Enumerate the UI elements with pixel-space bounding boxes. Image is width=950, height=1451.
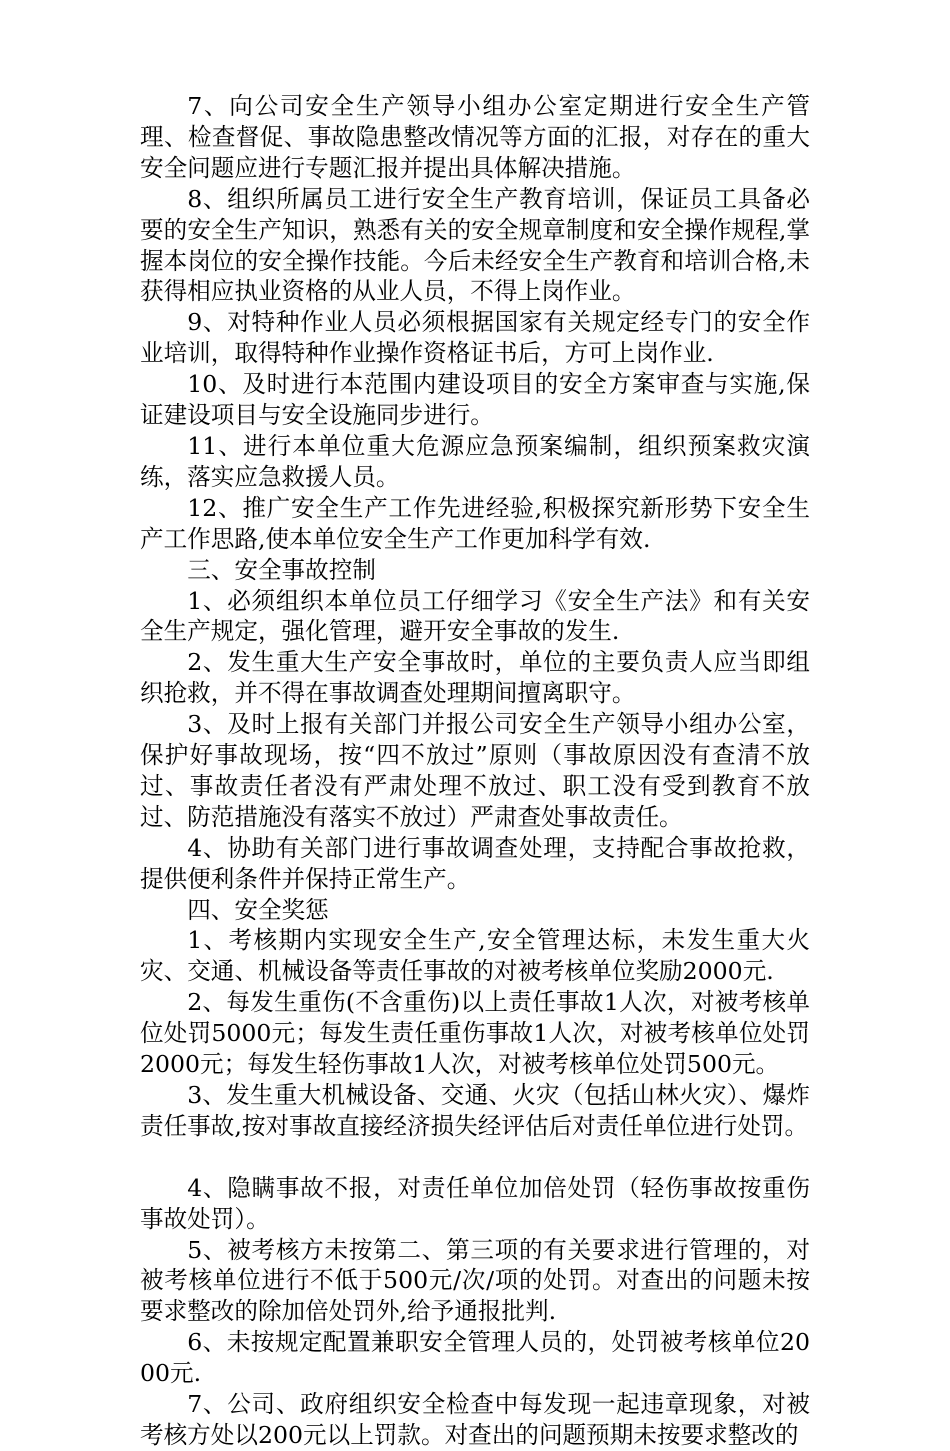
- paragraph-reward-1: 1、考核期内实现安全生产,安全管理达标，未发生重大火灾、交通、机械设备等责任事故的对被考核单位奖励2000元.: [140, 926, 810, 986]
- paragraph-item-10-project-review: 10、及时进行本范围内建设项目的安全方案审查与实施,保证建设项目与安全设施同步进行。: [140, 370, 810, 430]
- document-body: [140, 91, 810, 1451]
- paragraph-item-12-experience: 12、推广安全生产工作先进经验,积极探究新形势下安全生产工作思路,使本单位安全生产工作更加科学有效.: [140, 493, 810, 553]
- paragraph-item-9-special-operators: 9、对特种作业人员必须根据国家有关规定经专门的安全作业培训，取得特种作业操作资格证书后，方可上岗作业.: [140, 308, 810, 368]
- paragraph-control-1-study-law: 1、必须组织本单位员工仔细学习《安全生产法》和有关安全生产规定，强化管理，避开安全事故的发生.: [140, 586, 810, 646]
- blank-line: [140, 1142, 810, 1173]
- paragraph-penalty-2: 2、每发生重伤(不含重伤)以上责任事故1人次，对被考核单位处罚5000元；每发生责任重伤事故1人次，对被考核单位处罚2000元；每发生轻伤事故1人次，对被考核单位处罚500元。: [140, 988, 810, 1079]
- paragraph-penalty-4: 4、隐瞒事故不报，对责任单位加倍处罚（轻伤事故按重伤事故处罚）。: [140, 1173, 810, 1233]
- paragraph-penalty-5: 5、被考核方未按第二、第三项的有关要求进行管理的，对被考核单位进行不低于500元/次/项的处罚。对查出的问题未按要求整改的除加倍处罚外,给予通报批判.: [140, 1235, 810, 1326]
- paragraph-item-11-emergency-plan: 11、进行本单位重大危源应急预案编制，组织预案救灾演练，落实应急救援人员。: [140, 431, 810, 491]
- paragraph-control-2-rescue: 2、发生重大生产安全事故时，单位的主要负责人应当即组织抢救，并不得在事故调查处理期间擅离职守。: [140, 648, 810, 708]
- paragraph-penalty-7: 7、公司、政府组织安全检查中每发现一起违章现象，对被考核方处以200元以上罚款。对查出的问题预期未按要求整改的: [140, 1390, 810, 1449]
- section-heading-accident-control: 三、安全事故控制: [187, 555, 376, 584]
- paragraph-control-4-assist: 4、协助有关部门进行事故调查处理，支持配合事故抢救，提供便利条件并保持正常生产。: [140, 833, 810, 893]
- section-heading-rewards-penalties: 四、安全奖惩: [187, 895, 329, 924]
- paragraph-penalty-3: 3、发生重大机械设备、交通、火灾（包括山林火灾）、爆炸责任事故,按对事故直接经济损失经评估后对责任单位进行处罚。: [140, 1081, 810, 1140]
- paragraph-item-8-training: 8、组织所属员工进行安全生产教育培训，保证员工具备必要的安全生产知识，熟悉有关的安全规章制度和安全操作规程,掌握本岗位的安全操作技能。今后未经安全生产教育和培训合格,未获得相应执业资格的从业人员，不得上岗作业。: [140, 184, 810, 306]
- paragraph-control-3-report: 3、及时上报有关部门并报公司安全生产领导小组办公室，保护好事故现场，按“四不放过”原则（事故原因没有查清不放过、事故责任者没有严肃处理不放过、职工没有受到教育不放过、防范措施没有落实不放过）严肃查处事故责任。: [140, 710, 810, 831]
- paragraph-penalty-6: 6、未按规定配置兼职安全管理人员的，处罚被考核单位2000元.: [140, 1328, 810, 1388]
- paragraph-item-7-report: 7、向公司安全生产领导小组办公室定期进行安全生产管理、检查督促、事故隐患整改情况等方面的汇报，对存在的重大安全问题应进行专题汇报并提出具体解决措施。: [140, 92, 810, 182]
